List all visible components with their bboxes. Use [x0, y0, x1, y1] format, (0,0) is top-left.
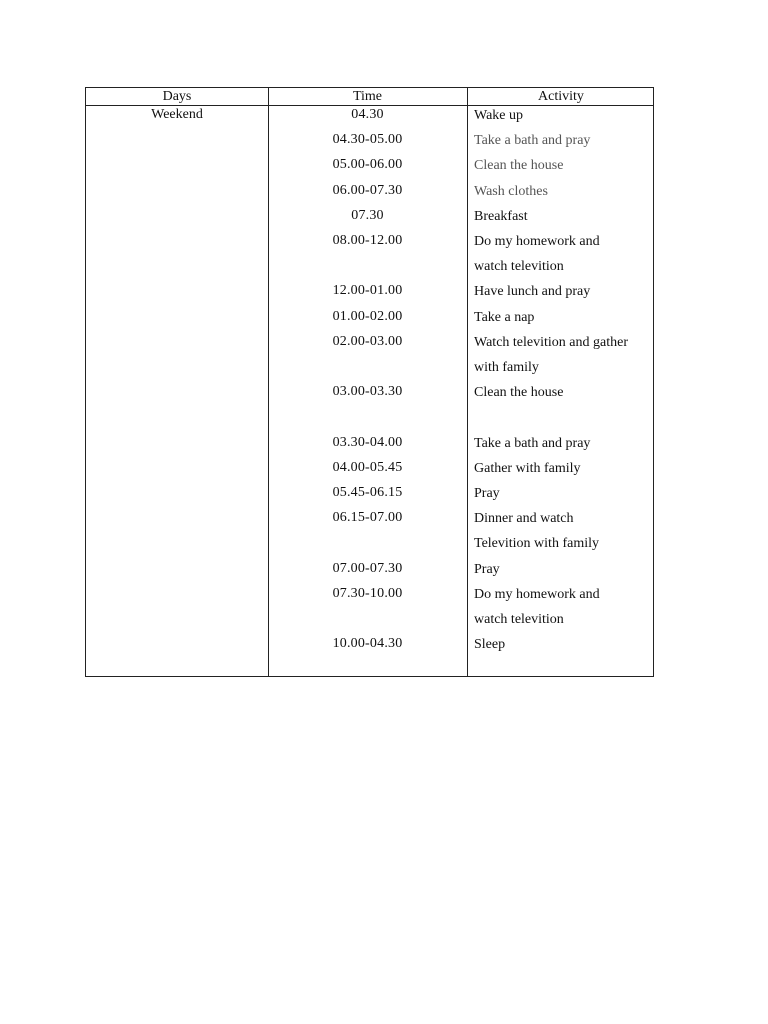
time-cell: 08.00-12.00 [332, 233, 403, 248]
activity-text: Do my homework and [474, 586, 600, 602]
time-cell: 01.00-02.00 [332, 308, 403, 324]
time-cell: 07.00-07.30 [332, 560, 403, 576]
time-cell: 12.00-01.00 [332, 283, 403, 299]
time-cell: 10.00-04.30 [332, 636, 403, 652]
time-cell: 04.30 [351, 107, 384, 122]
activity-cell [474, 204, 652, 229]
activity-cell [474, 557, 652, 582]
activity-cell [474, 632, 652, 657]
activity-text: watch televition [474, 259, 564, 274]
time-cell: 06.15-07.00 [332, 510, 403, 526]
time-cell: 04.00-05.45 [332, 459, 403, 475]
activity-cell [474, 103, 652, 128]
activity-cell [474, 330, 652, 380]
time-cell: 03.00-03.30 [332, 384, 403, 400]
activity-cell [474, 179, 652, 204]
time-cell: 02.00-03.00 [332, 333, 403, 349]
time-cell: 04.30-05.00 [332, 132, 403, 148]
activity-text: Clean the house [474, 158, 564, 174]
activity-cell [474, 153, 652, 178]
activity-text: with family [474, 359, 539, 375]
time-cell: 06.00-07.30 [332, 182, 403, 198]
activity-text: Wake up [474, 108, 524, 123]
activity-cell [474, 380, 652, 430]
activity-text [474, 405, 652, 430]
activity-text: Gather with family [474, 460, 581, 476]
activity-cell [474, 582, 652, 632]
activity-cell [474, 279, 652, 304]
activity-text: Watch televition and gather [474, 334, 628, 350]
activity-text: Televition with family [474, 536, 599, 552]
activity-cell [474, 456, 652, 481]
time-cell: 05.00-06.00 [332, 157, 403, 173]
activity-text: Take a nap [474, 309, 535, 325]
activity-cell [474, 431, 652, 456]
activity-text: Breakfast [474, 208, 528, 224]
activity-text: Take a bath and pray [474, 133, 591, 149]
header-time: Time [352, 89, 383, 104]
schedule-table [85, 87, 654, 677]
column-divider [467, 88, 468, 676]
activity-text: watch televition [474, 611, 564, 627]
activity-text: Dinner and watch [474, 511, 574, 527]
activity-text: Pray [474, 486, 500, 501]
activity-text: Pray [474, 561, 500, 577]
activity-cell [474, 305, 652, 330]
activity-cell [474, 481, 652, 506]
activity-text: Have lunch and pray [474, 284, 591, 300]
activity-text: Take a bath and pray [474, 435, 591, 451]
time-cell: 05.45-06.15 [332, 485, 403, 500]
time-cell: 03.30-04.00 [332, 434, 403, 450]
activity-text: Clean the house [474, 385, 564, 401]
time-cell: 07.30 [351, 207, 384, 223]
activity-text: Sleep [474, 637, 506, 653]
activity-cell [474, 229, 652, 279]
activity-cell [474, 128, 652, 153]
activity-text: Do my homework and [474, 234, 600, 249]
activity-text: Wash clothes [474, 183, 548, 199]
time-cell: 07.30-10.00 [332, 585, 403, 601]
header-activity: Activity [538, 89, 584, 104]
header-days: Days [162, 89, 192, 104]
activity-cell [474, 506, 652, 556]
day-label: Weekend [151, 107, 203, 122]
